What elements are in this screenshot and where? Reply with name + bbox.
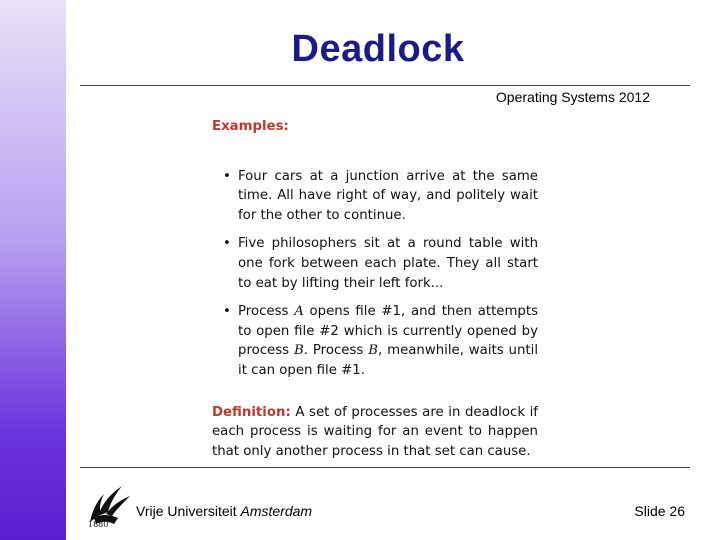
- vu-griffin-logo-icon: [84, 478, 134, 528]
- process-a: A: [294, 304, 304, 320]
- process-b: B: [368, 343, 378, 359]
- definition-label: Definition:: [212, 404, 291, 420]
- university-name: Vrije Universiteit: [136, 503, 237, 519]
- examples-heading: Examples:: [212, 119, 289, 134]
- list-item: [238, 167, 538, 226]
- bullet-text-part: . Process: [303, 343, 369, 359]
- sidebar-gradient: [0, 0, 66, 540]
- course-subtitle: Operating Systems 2012: [495, 89, 650, 105]
- list-item: [238, 302, 538, 380]
- list-item: [238, 234, 538, 293]
- slide-title: Deadlock: [291, 28, 465, 70]
- bottom-divider: [80, 467, 690, 468]
- bullet-text-part: opens file #1, and then attempts to open file #2 which is currently opened by process: [238, 304, 538, 359]
- footer-university: [136, 503, 312, 519]
- examples-list: [212, 167, 538, 381]
- bullet-text: Four cars at a junction arrive at the same time. All have right of way, and politely wait for the other to continue.: [238, 168, 538, 223]
- svg-text:1880: 1880: [88, 520, 109, 528]
- process-b: B: [293, 343, 304, 359]
- slide-number: Slide 26: [634, 503, 685, 519]
- slide-content: [212, 117, 538, 461]
- bullet-text-part: , meanwhile, waits until it can open file #1.: [238, 343, 539, 378]
- bullet-text: Five philosophers sit at a round table with one fork between each plate. They all start to eat by lifting their left fork...: [238, 236, 538, 291]
- top-divider: [80, 85, 690, 86]
- definition-text: A set of processes are in deadlock if each process is waiting for an event to happen that only another process in that set can cause.: [212, 404, 538, 459]
- definition-block: [212, 403, 538, 462]
- university-city: Amsterdam: [240, 503, 313, 519]
- bullet-text-part: Process: [238, 304, 295, 320]
